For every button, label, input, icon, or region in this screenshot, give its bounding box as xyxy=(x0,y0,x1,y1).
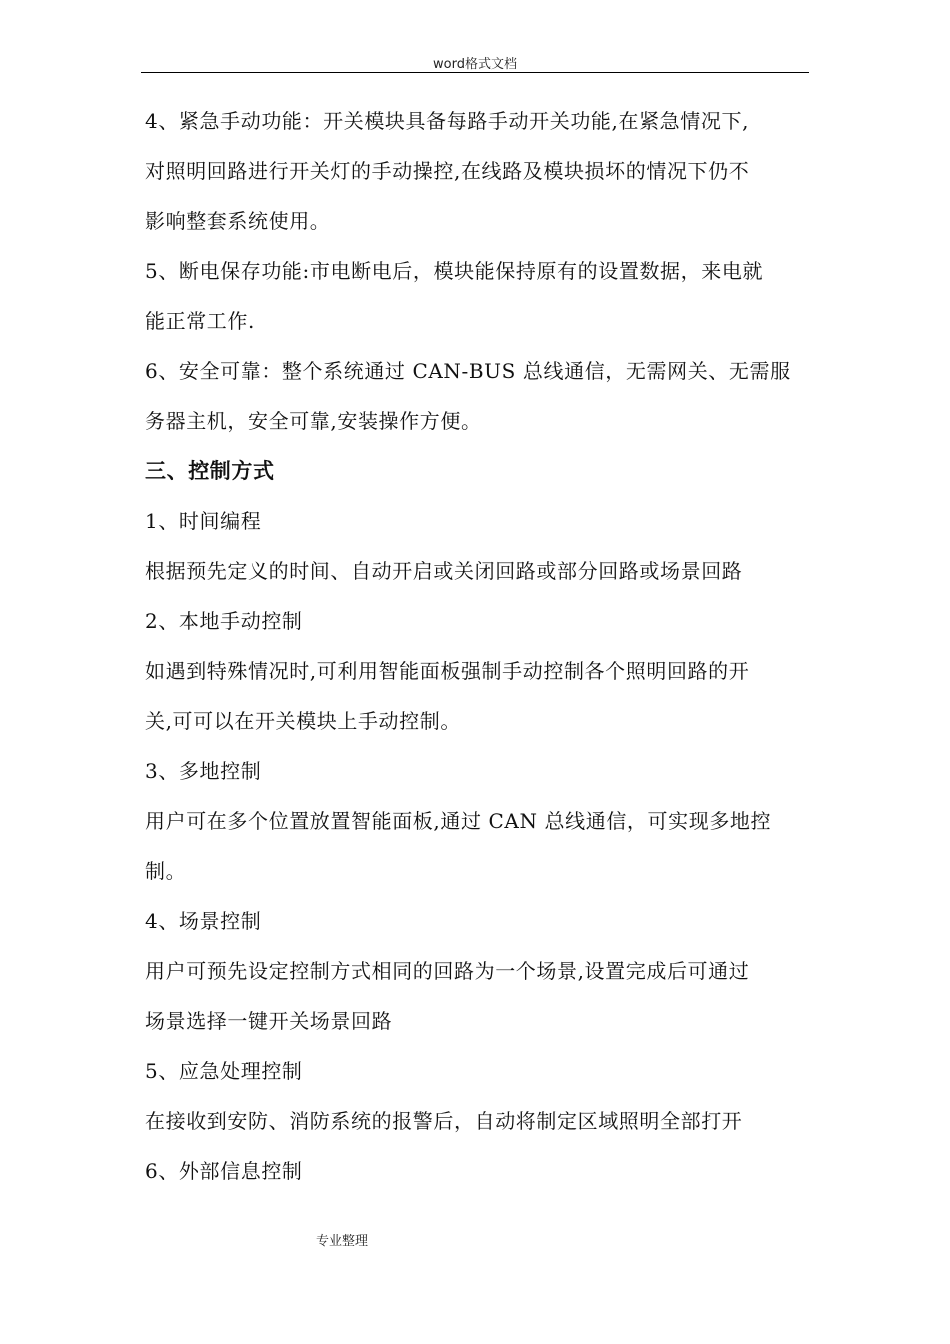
text-line: 5、断电保存功能:市电断电后，模块能保持原有的设置数据，来电就 xyxy=(145,259,764,283)
text-line: 2、本地手动控制 xyxy=(145,609,303,633)
text-line: 1、时间编程 xyxy=(145,509,262,533)
text-line: 能正常工作. xyxy=(145,309,255,333)
page-header: word格式文档 xyxy=(433,57,517,72)
text-line: 3、多地控制 xyxy=(145,759,262,783)
text-line: 6、安全可靠：整个系统通过 CAN-BUS 总线通信，无需网关、无需服 xyxy=(145,359,791,383)
text-line: 5、应急处理控制 xyxy=(145,1059,303,1083)
text-line: 务器主机，安全可靠,安装操作方便。 xyxy=(145,409,482,433)
page-footer: 专业整理 xyxy=(316,1234,369,1249)
document-body xyxy=(145,96,810,1196)
text-line: 根据预先定义的时间、自动开启或关闭回路或部分回路或场景回路 xyxy=(145,559,743,583)
section-heading: 三、控制方式 xyxy=(145,458,275,483)
text-line: 对照明回路进行开关灯的手动操控,在线路及模块损坏的情况下仍不 xyxy=(145,159,750,183)
text-line: 如遇到特殊情况时,可利用智能面板强制手动控制各个照明回路的开 xyxy=(145,659,750,683)
text-line: 影响整套系统使用。 xyxy=(145,209,331,233)
text-line: 4、场景控制 xyxy=(145,909,262,933)
header-rule xyxy=(141,72,809,73)
text-line: 在接收到安防、消防系统的报警后，自动将制定区域照明全部打开 xyxy=(145,1109,743,1133)
text-line: 关,可可以在开关模块上手动控制。 xyxy=(145,709,461,733)
text-line: 场景选择一键开关场景回路 xyxy=(145,1009,393,1033)
text-line: 用户可预先设定控制方式相同的回路为一个场景,设置完成后可通过 xyxy=(145,959,750,983)
text-line: 用户可在多个位置放置智能面板,通过 CAN 总线通信，可实现多地控 xyxy=(145,809,772,833)
text-line: 4、紧急手动功能：开关模块具备每路手动开关功能,在紧急情况下, xyxy=(145,109,750,133)
text-line: 制。 xyxy=(145,859,187,883)
text-line: 6、外部信息控制 xyxy=(145,1159,303,1183)
